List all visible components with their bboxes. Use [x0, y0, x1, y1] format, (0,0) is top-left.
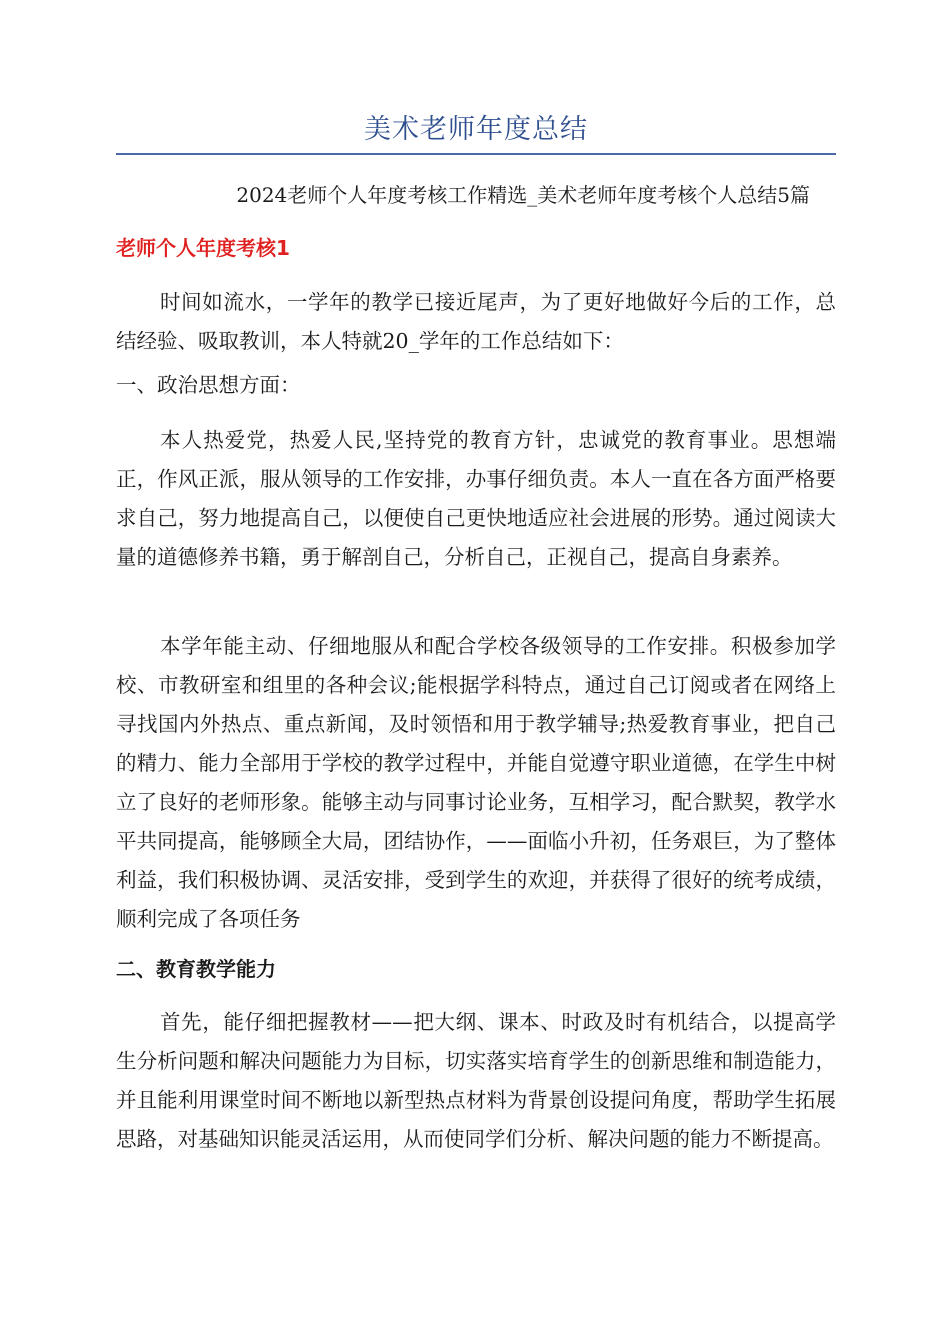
part-one-paragraph-1: 本人热爱党，热爱人民,坚持党的教育方针，忠诚党的教育事业。思想端正，作风正派，服从领导的工作安排，办事仔细负责。本人一直在各方面严格要求自己，努力地提高自己，以便使自己更快地适应社会进展的形势。通过阅读大量的道德修养书籍，勇于解剖自己，分析自己，正视自己，提高自身素养。	[116, 428, 836, 569]
part-one-heading: 一、政治思想方面：	[116, 373, 301, 397]
document-title: 美术老师年度总结	[364, 114, 588, 145]
part-two-paragraph-1: 首先，能仔细把握教材——把大纲、课本、时政及时有机结合，以提高学生分析问题和解决问题能力为目标，切实落实培育学生的创新思维和制造能力，并且能利用课堂时间不断地以新型热点材料为背景创设提问角度，帮助学生拓展思路，对基础知识能灵活运用，从而使同学们分析、解决问题的能力不断提高。	[116, 1010, 836, 1151]
document-subtitle: 2024老师个人年度考核工作精选_美术老师年度考核个人总结5篇	[236, 183, 810, 207]
intro-paragraph: 时间如流水，一学年的教学已接近尾声，为了更好地做好今后的工作，总结经验、吸取教训，本人特就20_学年的工作总结如下：	[116, 290, 836, 353]
title-underline	[116, 153, 836, 155]
part-two-heading: 二、教育教学能力	[116, 957, 276, 981]
part-one-paragraph-2: 本学年能主动、仔细地服从和配合学校各级领导的工作安排。积极参加学校、市教研室和组里的各种会议;能根据学科特点，通过自己订阅或者在网络上寻找国内外热点、重点新闻，及时领悟和用于教学辅导;热爱教育事业，把自己的精力、能力全部用于学校的教学过程中，并能自觉遵守职业道德，在学生中树立了良好的老师形象。能够主动与同事讨论业务，互相学习，配合默契，教学水平共同提高，能够顾全大局，团结协作，——面临小升初，任务艰巨，为了整体利益，我们积极协调、灵活安排，受到学生的欢迎，并获得了很好的统考成绩，顺利完成了各项任务	[116, 634, 836, 931]
section-heading: 老师个人年度考核1	[116, 236, 290, 260]
